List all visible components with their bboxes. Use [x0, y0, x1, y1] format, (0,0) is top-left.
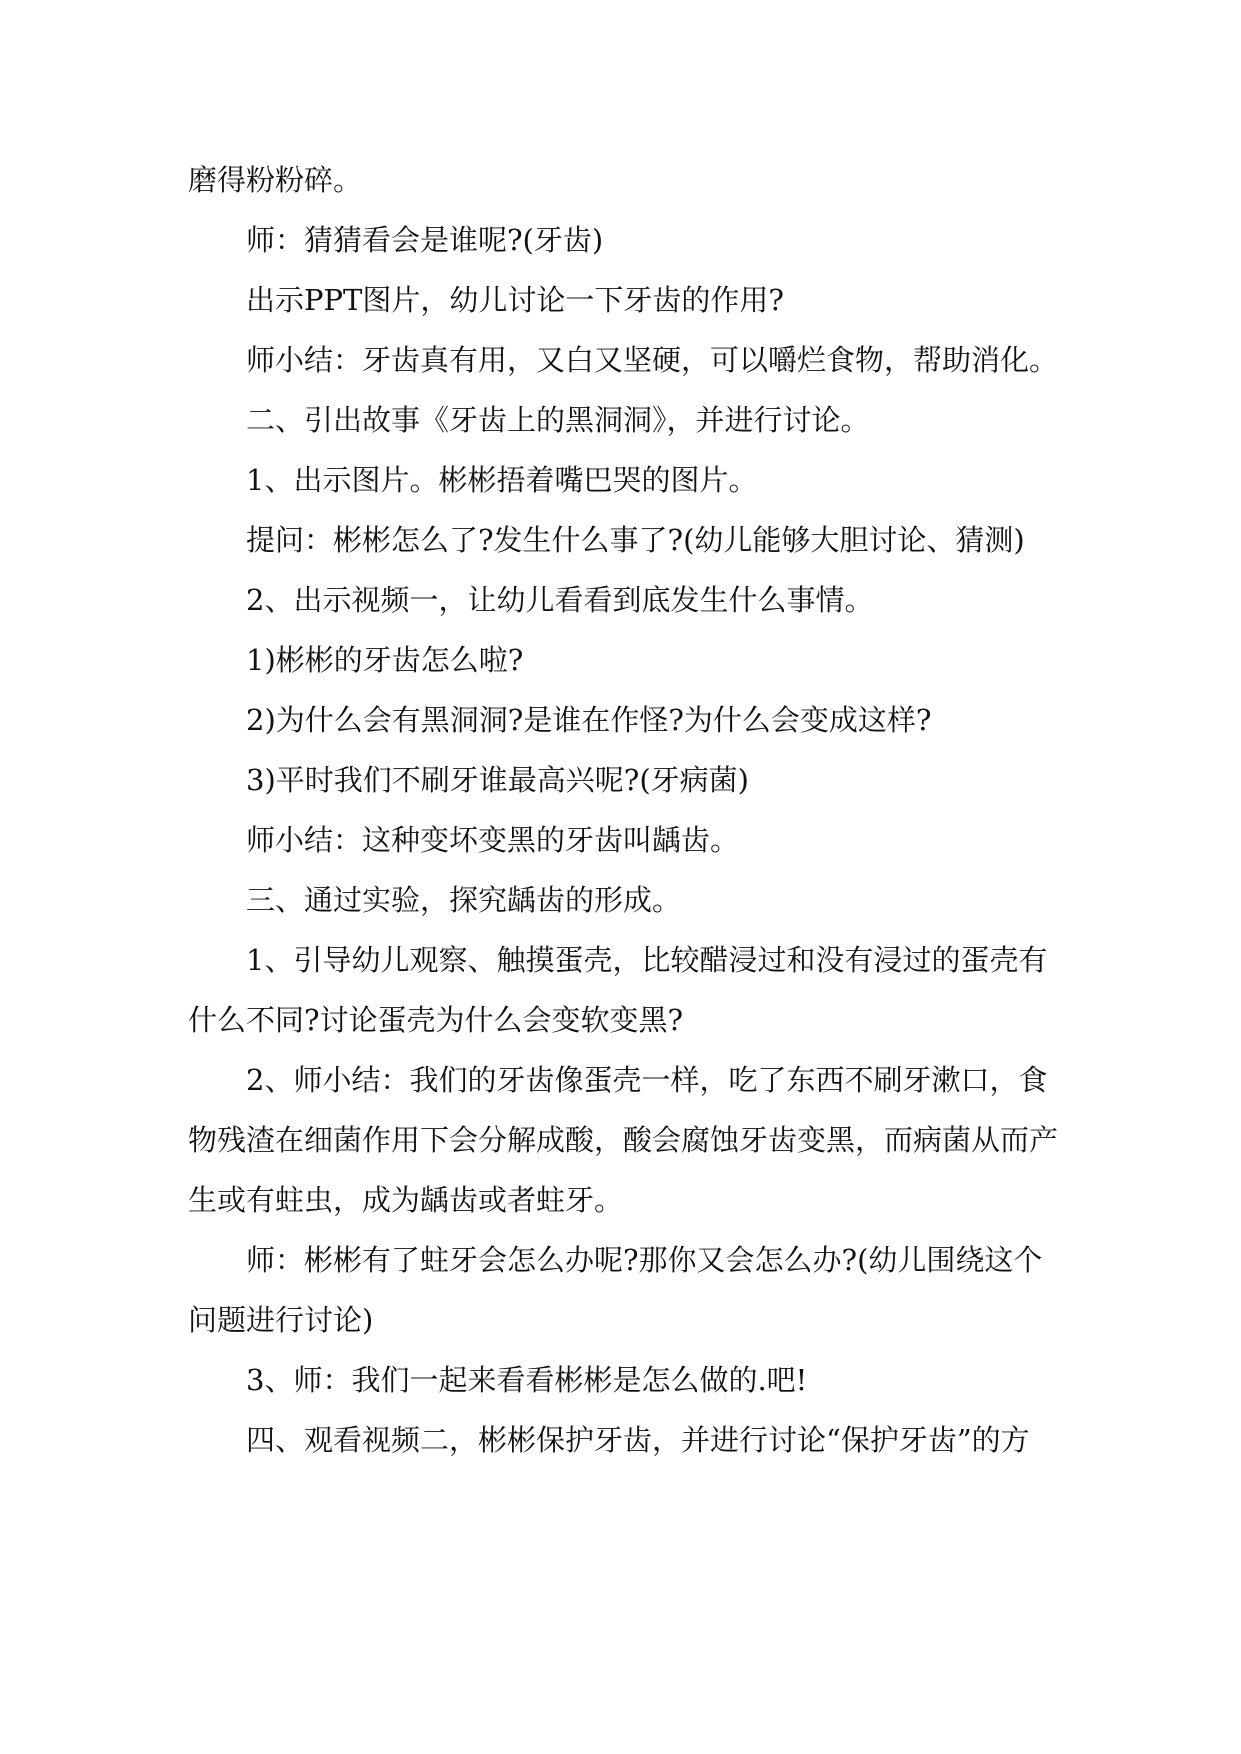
paragraph-line: 出示PPT图片，幼儿讨论一下牙齿的作用? — [246, 283, 784, 317]
paragraph-line: 提问：彬彬怎么了?发生什么事了?(幼儿能够大胆讨论、猜测) — [246, 523, 1025, 557]
section-heading: 二、引出故事《牙齿上的黑洞洞》，并进行讨论。 — [246, 403, 870, 437]
paragraph-line: 1)彬彬的牙齿怎么啦? — [246, 643, 524, 677]
paragraph-line: 生或有蛀虫，成为龋齿或者蛀牙。 — [188, 1183, 624, 1217]
section-heading: 三、通过实验，探究龋齿的形成。 — [246, 883, 682, 917]
paragraph-line: 3、师：我们一起来看看彬彬是怎么做的.吧! — [246, 1363, 808, 1397]
paragraph-line: 师小结：牙齿真有用，又白又坚硬，可以嚼烂食物，帮助消化。 — [246, 343, 1059, 377]
paragraph-line: 师：彬彬有了蛀牙会怎么办呢?那你又会怎么办?(幼儿围绕这个 — [246, 1243, 1043, 1277]
section-heading: 四、观看视频二，彬彬保护牙齿，并进行讨论“保护牙齿”的方 — [246, 1423, 1030, 1457]
paragraph-line: 物残渣在细菌作用下会分解成酸，酸会腐蚀牙齿变黑，而病菌从而产 — [188, 1123, 1059, 1157]
paragraph-line: 2)为什么会有黑洞洞?是谁在作怪?为什么会变成这样? — [246, 703, 932, 737]
paragraph-line: 1、引导幼儿观察、触摸蛋壳，比较醋浸过和没有浸过的蛋壳有 — [246, 943, 1048, 977]
paragraph-line: 2、出示视频一，让幼儿看看到底发生什么事情。 — [246, 583, 874, 617]
paragraph-line: 什么不同?讨论蛋壳为什么会变软变黑? — [188, 1003, 684, 1037]
paragraph-line: 师：猜猜看会是谁呢?(牙齿) — [246, 223, 604, 257]
document-body — [188, 150, 1068, 1470]
paragraph-line: 师小结：这种变坏变黑的牙齿叫龋齿。 — [246, 823, 740, 857]
paragraph-line: 2、师小结：我们的牙齿像蛋壳一样，吃了东西不刷牙漱口，食 — [246, 1063, 1048, 1097]
paragraph-line: 3)平时我们不刷牙谁最高兴呢?(牙病菌) — [246, 763, 749, 797]
paragraph-line: 1、出示图片。彬彬捂着嘴巴哭的图片。 — [246, 463, 758, 497]
paragraph-line: 问题进行讨论) — [188, 1303, 374, 1337]
paragraph-line: 磨得粉粉碎。 — [188, 163, 363, 197]
